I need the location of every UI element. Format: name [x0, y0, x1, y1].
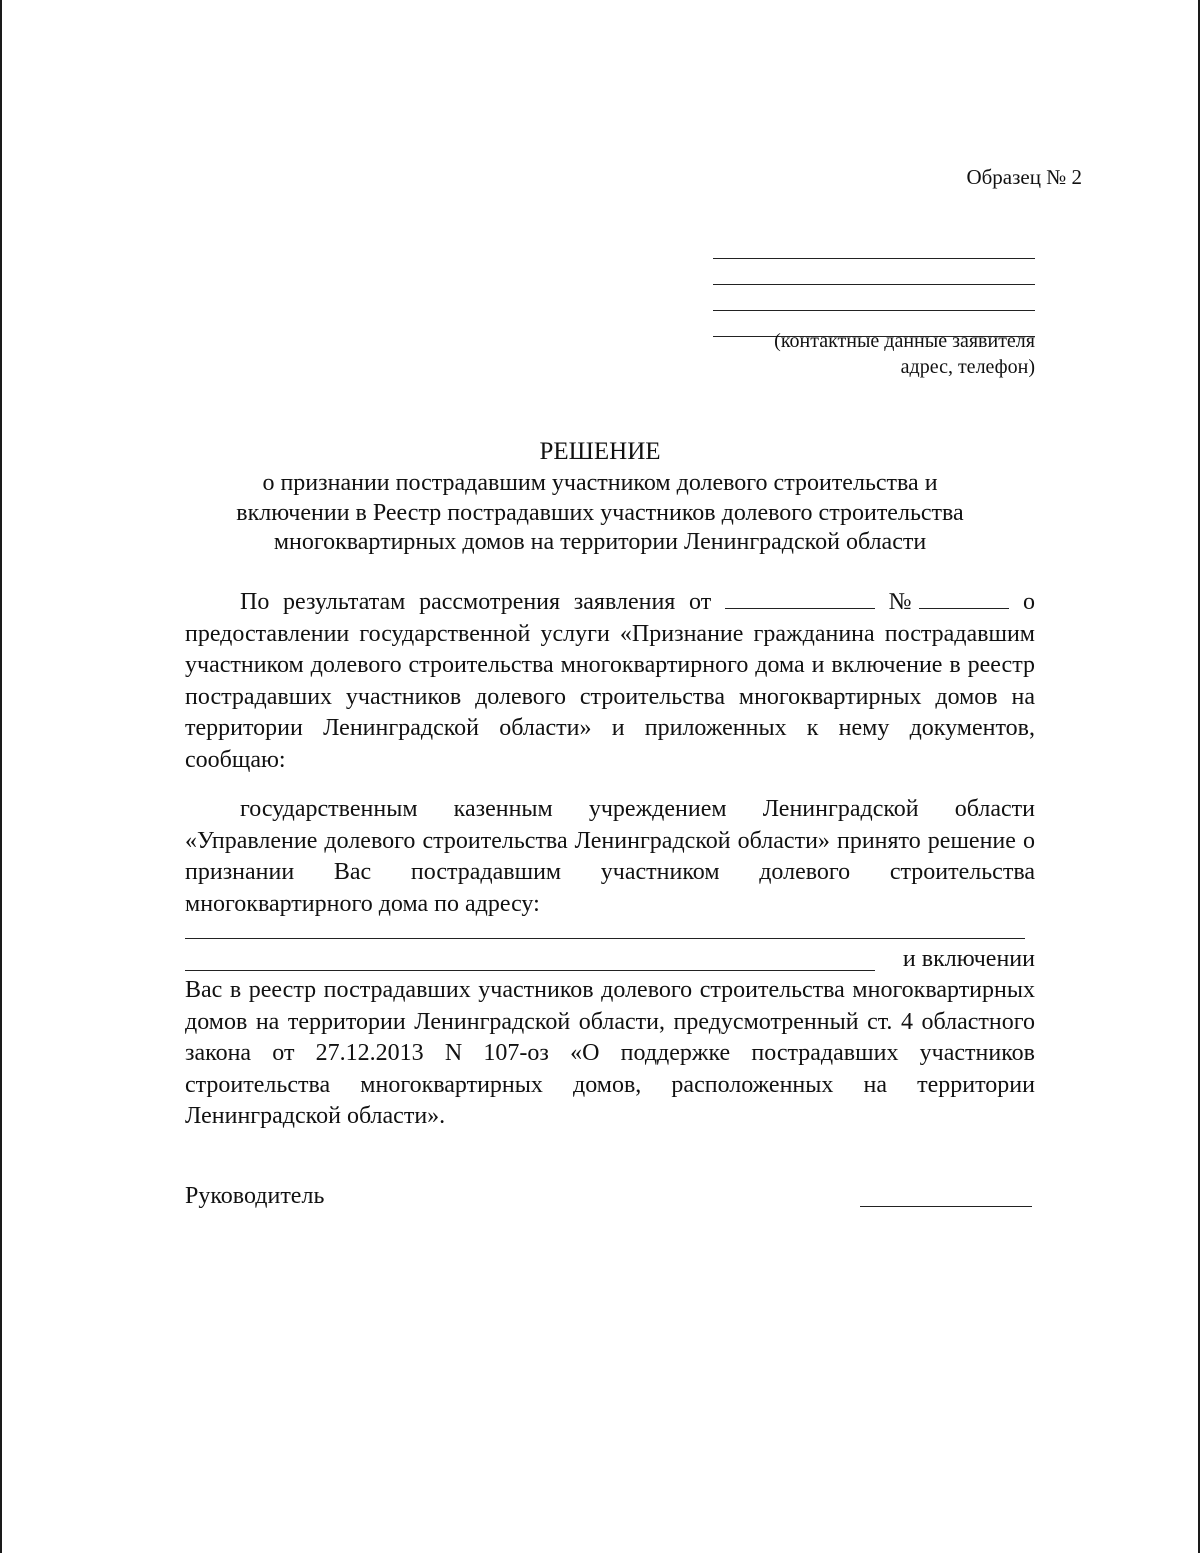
subtitle-line: включении в Реестр пострадавших участников долевого строительства [236, 499, 964, 526]
paragraph-application-rest: о предоставлении государственной услуги «Признание гражданина пострадавшим участником долевого строительства многоквартирного дома и включение в реестр пострадавших участников долевого строительства многоквартирных домов на территории Ленинградской области» и приложенных к нему документов, сообщаю: [185, 589, 1035, 773]
contact-blank-line [713, 285, 1035, 311]
subtitle-line: многоквартирных домов на территории Ленинградской области [273, 529, 927, 555]
contact-blank-lines [713, 233, 1035, 337]
date-blank [725, 588, 875, 609]
paragraph-registry: Вас в реестр пострадавших участников долевого строительства многоквартирных домов на территории Ленинградской области, предусмотренный ст. 4 областного закона от 27.12.2013 N 107-оз «О поддержке пострадавших участников строительства многоквартирных домов, расположенных на территории Ленинградской области». [185, 977, 1035, 1129]
document-subtitle [150, 469, 1050, 558]
contact-blank-line [713, 259, 1035, 285]
head-signature-label: Руководитель [185, 1183, 325, 1209]
contact-blank-line [713, 233, 1035, 259]
paragraph-decision: государственным казенным учреждением Ленинградской области «Управление долевого строительства Ленинградской области» принято решение о признании Вас пострадавшим участником долевого строительства многоквартирного дома по адресу: [185, 796, 1035, 917]
address-row [185, 946, 1035, 972]
address-suffix: и включении [902, 946, 1035, 972]
sample-number: Образец № 2 [966, 165, 1082, 189]
number-blank [919, 588, 1009, 609]
subtitle-line: о признании пострадавшим участником долевого строительства и [262, 470, 938, 496]
address-blank-line [185, 938, 1025, 939]
signature-blank-line [860, 1206, 1032, 1207]
paragraph-application-start: По результатам рассмотрения заявления от [240, 589, 725, 615]
address-blank-line [185, 970, 875, 971]
paragraph-application [185, 587, 1035, 776]
contact-caption: (контактные данные заявителя адрес, телефон) [774, 330, 1035, 378]
document-title: РЕШЕНИЕ [539, 438, 661, 465]
number-label: № [874, 589, 920, 615]
